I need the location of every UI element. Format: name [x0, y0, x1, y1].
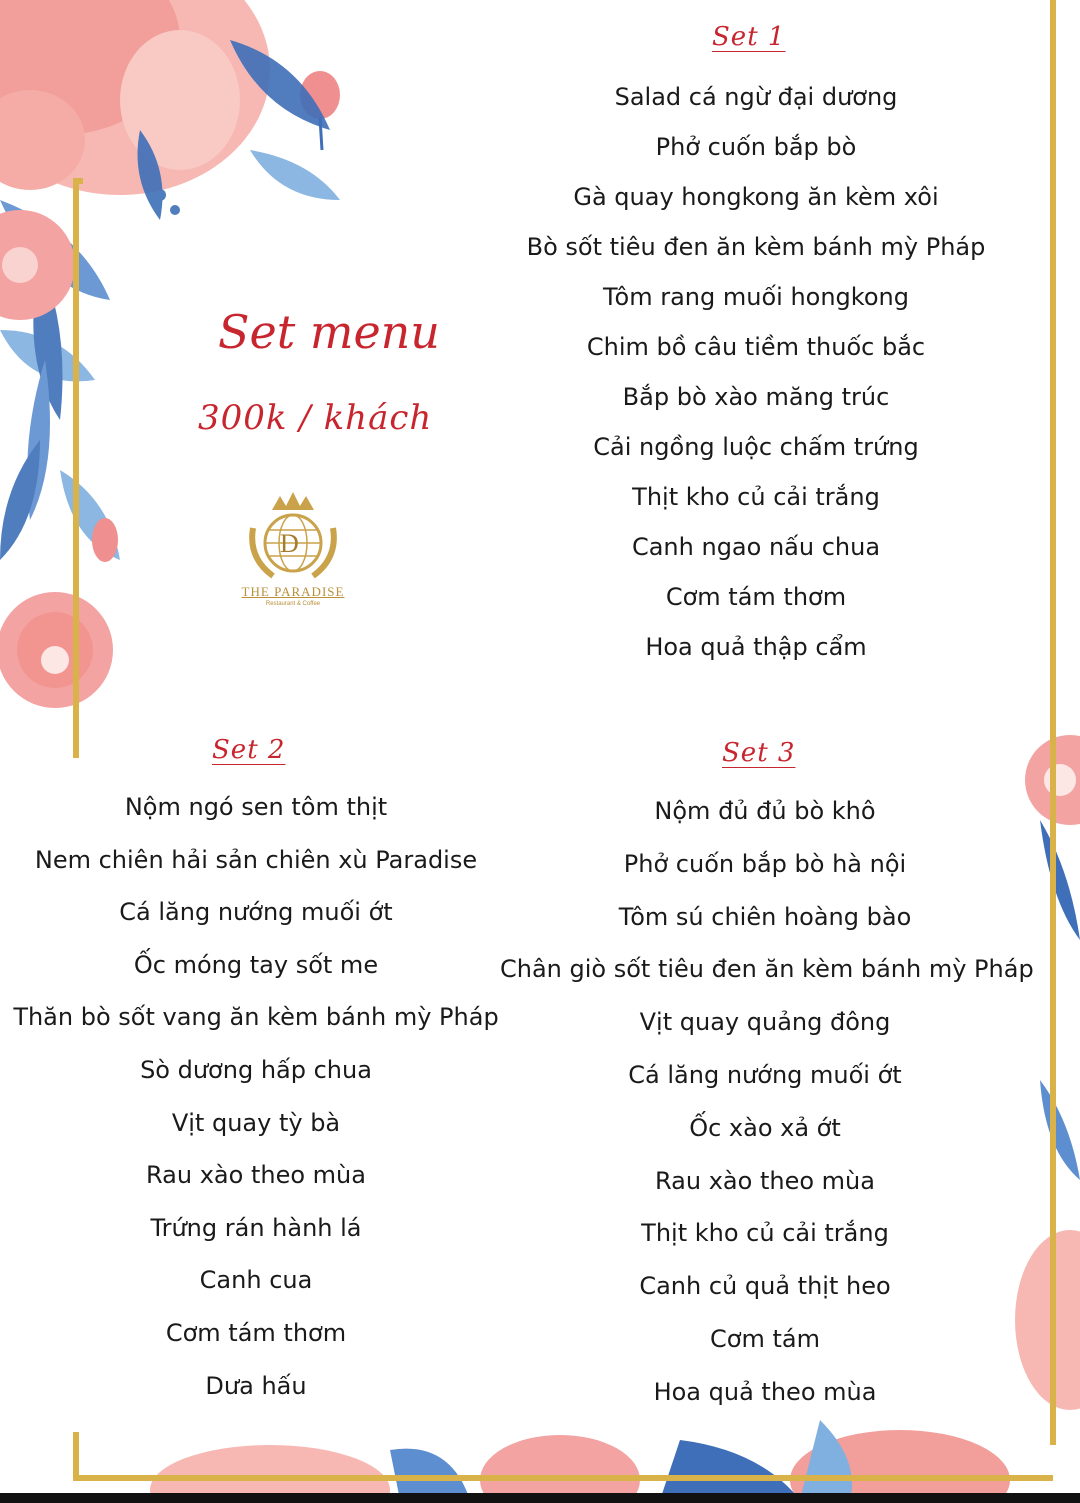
bottom-edge-bar [0, 1493, 1080, 1503]
dish-item: Cơm tám thơm [165, 1318, 347, 1347]
svg-text:D: D [280, 529, 299, 558]
dish-item: Cải ngồng luộc chấm trứng [593, 433, 919, 461]
gold-frame-bottom-left [73, 1432, 79, 1481]
gold-frame-top [73, 178, 83, 184]
set1-dish-list [520, 72, 992, 672]
dish-item: Phở cuốn bắp bò hà nội [623, 849, 907, 878]
dish-item: Cơm tám [710, 1324, 820, 1353]
bud-top [300, 71, 340, 119]
gold-frame-left [73, 178, 79, 758]
restaurant-logo [228, 488, 358, 613]
dish-item: Nộm đủ đủ bò khô [654, 797, 876, 825]
dish-item: Nộm ngó sen tôm thịt [124, 793, 388, 821]
dish-item: Rau xào theo mùa [146, 1161, 366, 1190]
dish-item: Cá lăng nướng muối ớt [119, 898, 393, 927]
logo-subtitle: Restaurant & Coffee [265, 601, 321, 607]
set1-heading: Set 1 [712, 22, 786, 52]
dish-item: Canh cua [199, 1266, 313, 1295]
set3-heading: Set 3 [722, 738, 796, 768]
dish-item: Cơm tám thơm [665, 583, 847, 611]
dish-item: Bắp bò xào măng trúc [622, 383, 890, 411]
dish-item: Tôm rang muối hongkong [603, 283, 909, 311]
lower-left-flower [0, 592, 113, 708]
dish-item: Phở cuốn bắp bò [655, 133, 857, 161]
gold-frame-bottom [73, 1475, 1053, 1481]
dish-item: Ốc xào xả ớt [689, 1113, 841, 1142]
dish-item: Rau xào theo mùa [655, 1166, 875, 1195]
dish-item: Vịt quay quảng đông [639, 1008, 891, 1037]
dish-item: Vịt quay tỳ bà [171, 1108, 341, 1137]
dish-item: Ốc móng tay sốt me [133, 950, 379, 979]
dish-item: Thăn bò sốt vang ăn kèm bánh mỳ Pháp [13, 1003, 499, 1032]
set3-dish-list [500, 785, 1034, 1419]
dish-item: Canh củ quả thịt heo [639, 1272, 891, 1301]
crown-emblem-icon [228, 488, 358, 583]
left-flower [0, 210, 75, 320]
dish-item: Thịt kho củ cải trắng [641, 1219, 889, 1248]
dish-item: Hoa quả theo mùa [653, 1377, 877, 1406]
dish-item: Nem chiên hải sản chiên xù Paradise [34, 845, 478, 874]
top-left-flower [0, 0, 270, 195]
leaves-top-left [0, 40, 340, 560]
dish-item: Chim bồ câu tiềm thuốc bắc [586, 333, 926, 361]
dish-item: Chân giò sốt tiêu đen ăn kèm bánh mỳ Pháp [500, 955, 1034, 984]
dish-item: Trứng rán hành lá [150, 1213, 362, 1242]
set2-heading: Set 2 [212, 735, 286, 765]
dish-item: Salad cá ngừ đại dương [614, 83, 898, 111]
dish-item: Sò dương hấp chua [140, 1055, 372, 1084]
dish-item: Thịt kho củ cải trắng [632, 483, 880, 511]
dish-item: Canh ngao nấu chua [631, 533, 881, 561]
gold-frame-right [1050, 0, 1056, 1445]
menu-title: Set menu [218, 305, 440, 359]
bottom-flowers [150, 1420, 1010, 1503]
dish-item: Bò sốt tiêu đen ăn kèm bánh mỳ Pháp [526, 233, 986, 261]
dish-item: Gà quay hongkong ăn kèm xôi [573, 183, 939, 211]
set2-dish-list [0, 781, 512, 1412]
dish-item: Cá lăng nướng muối ớt [628, 1060, 902, 1089]
menu-price: 300k / khách [198, 398, 433, 438]
dish-item: Tôm sú chiên hoàng bào [618, 902, 912, 931]
logo-name: THE PARADISE [241, 584, 345, 599]
dish-item: Hoa quả thập cẩm [645, 633, 867, 661]
dish-item: Dưa hấu [205, 1371, 307, 1400]
